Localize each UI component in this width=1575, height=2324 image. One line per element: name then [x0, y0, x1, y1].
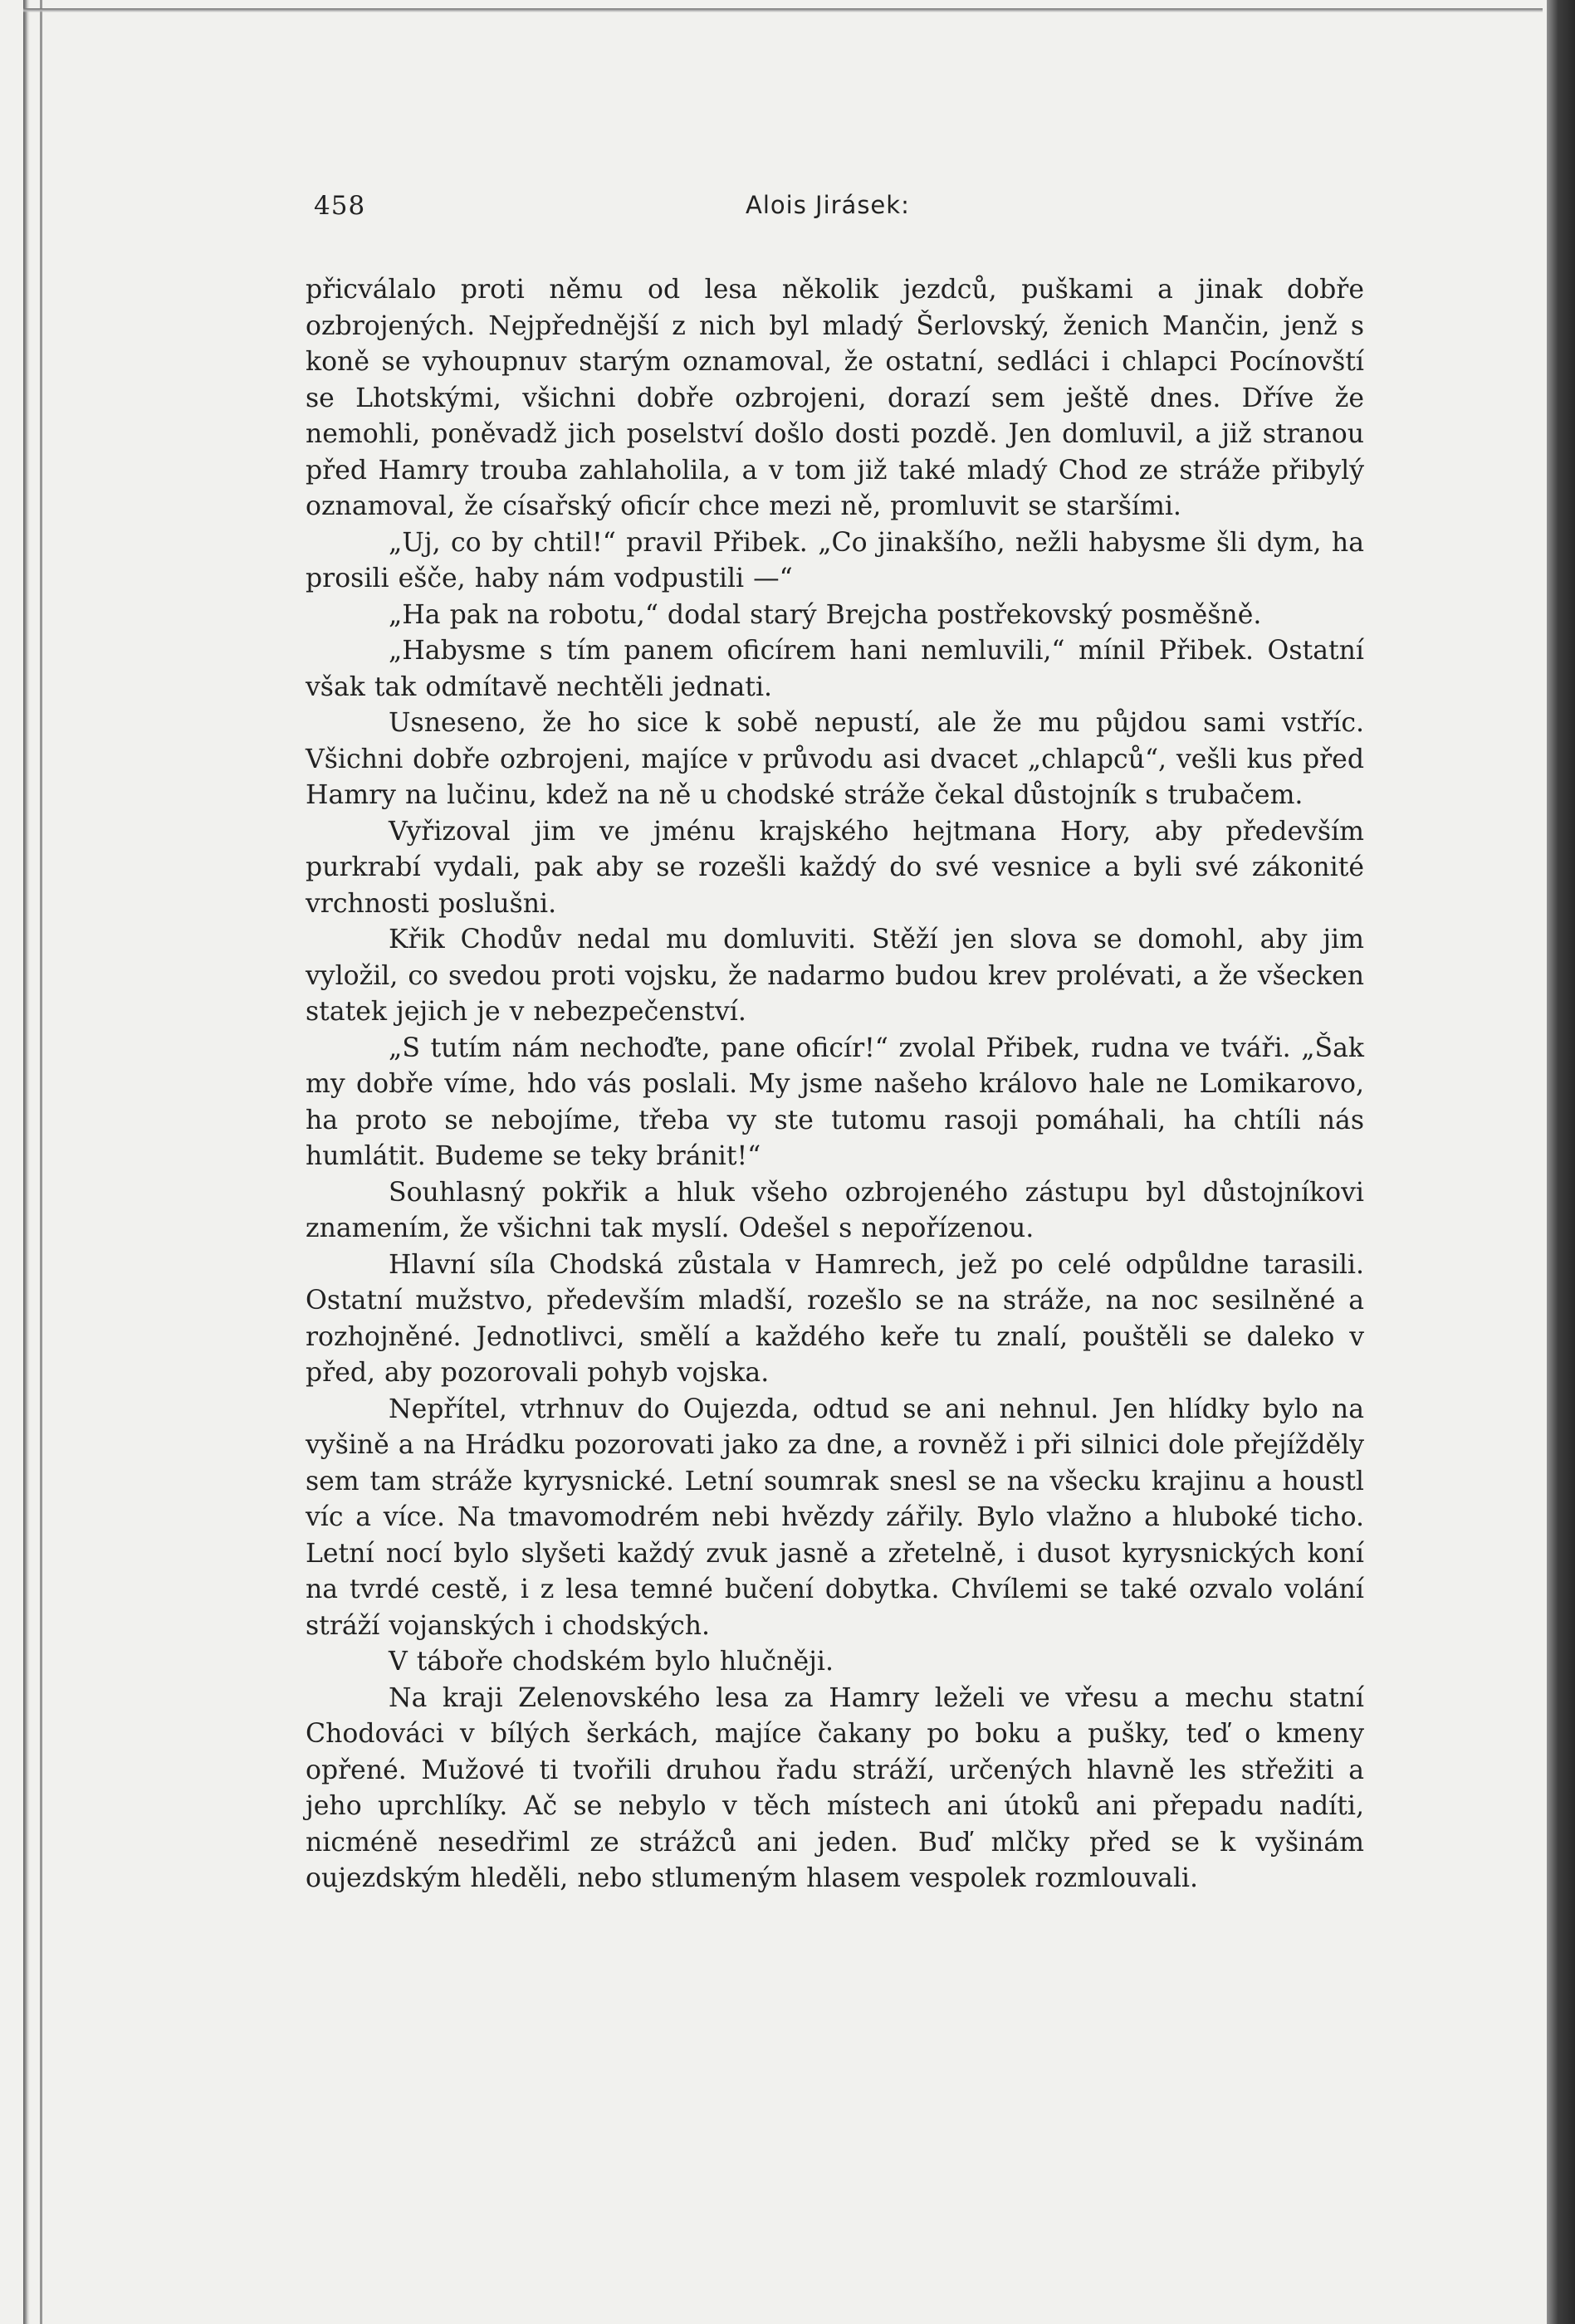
paragraph: Souhlasný pokřik a hluk všeho ozbrojeného zástupu byl důstojníkovi znamením, že všichni tak myslí. Odešel s nepořízenou.	[306, 1177, 1364, 1243]
paragraph: Nepřítel, vtrhnuv do Oujezda, odtud se ani nehnul. Jen hlídky bylo na vyšině a na Hrádku pozorovati jako za dne, a rovněž i při silnici dole přejížděly sem tam stráže kyrysnické. Letní soumrak snesl se na všecku krajinu a houstl víc a více. Na tmavomodrém nebi hvězdy zářily. Bylo vlažno a hluboké ticho. Letní nocí bylo slyšeti každý zvuk jasně a zřetelně, i dusot kyrysnických koní na tvrdé cestě, i z lesa temné bučení dobytka. Chvílemi se také ozvalo volání stráží vojanských i chodských.	[306, 1394, 1364, 1641]
running-head: Alois Jirásek:	[746, 191, 910, 219]
book-page-edge-right	[1547, 0, 1575, 2324]
paragraph: Na kraji Zelenovského lesa za Hamry leželi ve vřesu a mechu statní Chodováci v bílých šerkách, majíce čakany po boku a pušky, teď o kmeny opřené. Mužové ti tvořili druhou řadu stráží, určených hlavně les střežiti a jeho uprchlíky. Ač se nebylo v těch místech ani útoků ani přepadu nadíti, nicméně nesedřiml ze strážců ani jeden. Buď mlčky před se k vyšinám oujezdským hleděli, nebo stlumeným hlasem vespolek rozmlouvali.	[306, 1682, 1364, 1893]
book-page-edge-left	[40, 0, 42, 2324]
paragraph: „Ha pak na robotu,“ dodal starý Brejcha postřekovský posměšně.	[389, 599, 1262, 630]
paragraph: Vyřizoval jim ve jménu krajského hejtmana Hory, aby především purkrabí vydali, pak aby se rozešli každý do své vesnice a byli své zákonité vrchnosti poslušni.	[306, 816, 1364, 919]
book-spine-edge-left	[23, 0, 30, 2324]
paragraph: Usneseno, že ho sice k sobě nepustí, ale že mu půjdou sami vstříc. Všichni dobře ozbrojeni, majíce v průvodu asi dvacet „chlapců“, vešli kus před Hamry na lučinu, kdež na ně u chodské stráže čekal důstojník s trubačem.	[306, 708, 1364, 810]
page-header	[314, 191, 1393, 241]
paragraph: „S tutím nám nechoďte, pane oficír!“ zvolal Přibek, rudna ve tváři. „Šak my dobře víme, hdo vás poslali. My jsme našeho královo hale ne Lomikarovo, ha proto se nebojíme, třeba vy ste tutomu rasoji pomáhali, ha chtíli nás humlátit. Budeme se teky bránit!“	[306, 1033, 1364, 1171]
paragraph: přicválalo proti němu od lesa několik jezdců, puškami a jinak dobře ozbrojených. Nejpřednější z nich byl mladý Šerlovský, ženich Mančin, jenž s koně se vyhoupnuv starým oznamoval, že ostatní, sedláci i chlapci Pocínovští se Lhotskými, všichni dobře ozbrojeni, dorazí sem ještě dnes. Dříve že nemohli, poněvadž jich poselství došlo dosti pozdě. Jen domluvil, a již stranou před Hamry trouba zahlaholila, a v tom již také mladý Chod ze stráže přibylý oznamoval, že císařský oficír chce mezi ně, promluvit se staršími.	[306, 275, 1364, 521]
paragraph: Hlavní síla Chodská zůstala v Hamrech, jež po celé odpůldne tarasili. Ostatní mužstvo, především mladší, rozešlo se na stráže, na noc sesilněné a rozhojněné. Jednotlivci, smělí a každého keře tu znalí, pouštěli se daleko v před, aby pozorovali pohyb vojska.	[306, 1249, 1364, 1388]
page-number: 458	[314, 191, 366, 221]
paragraph: Křik Chodův nedal mu domluviti. Stěží jen slova se domohl, aby jim vyložil, co svedou proti vojsku, že nadarmo budou krev prolévati, a že všecken statek jejich je v nebezpečenství.	[306, 925, 1364, 1027]
book-page-edge-top	[23, 8, 1543, 12]
paragraph: „Habysme s tím panem oficírem hani nemluvili,“ mínil Přibek. Ostatní však tak odmítavě nechtěli jednati.	[306, 636, 1364, 702]
text-body	[306, 272, 1364, 1897]
paragraph: V táboře chodském bylo hlučněji.	[389, 1647, 834, 1677]
paragraph: „Uj, co by chtil!“ pravil Přibek. „Co jinakšího, nežli habysme šli dym, ha prosili ešče, haby nám vodpustili —“	[306, 527, 1364, 593]
